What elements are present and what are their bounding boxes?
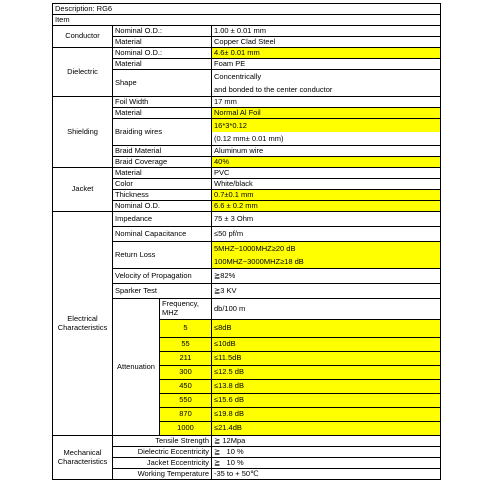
spec-value — [212, 48, 441, 59]
spec-label: Material — [113, 168, 212, 179]
spec-label: Braiding wires — [113, 119, 212, 146]
spec-value-line: ≤50 pf/m — [214, 229, 244, 238]
item-row — [53, 15, 441, 26]
spec-value — [212, 37, 441, 48]
spec-value-line: 16*3*0.12 — [212, 119, 440, 132]
spec-value — [212, 269, 441, 284]
attenuation-frequency: 300 — [160, 366, 212, 380]
spec-value-line: ≧82% — [214, 271, 236, 280]
spec-label: Dielectric Eccentricity — [113, 447, 212, 458]
attenuation-value: ≤21.4dB — [212, 422, 441, 436]
spec-value-line: Aluminum wire — [214, 146, 264, 155]
spec-value — [212, 227, 441, 242]
mechanical-row — [53, 436, 441, 447]
attenuation-frequency: 5 — [160, 320, 212, 338]
attenuation-frequency: 450 — [160, 380, 212, 394]
item-header: Item — [53, 15, 441, 26]
spec-value: ≧ 10 % — [212, 447, 441, 458]
spec-value — [212, 284, 441, 299]
spec-row — [53, 97, 441, 108]
attenuation-value: ≤12.5 dB — [212, 366, 441, 380]
spec-value: ≧ 10 % — [212, 458, 441, 469]
spec-label: Nominal O.D.: — [113, 26, 212, 37]
spec-row — [53, 48, 441, 59]
spec-value-line: Concentrically — [214, 72, 262, 81]
spec-value — [212, 179, 441, 190]
spec-label: Color — [113, 179, 212, 190]
spec-value — [212, 119, 441, 146]
section-label: Electrical Characteristics — [53, 212, 113, 436]
spec-row — [53, 168, 441, 179]
electrical-row — [53, 212, 441, 227]
spec-value — [212, 70, 441, 97]
spec-value — [212, 242, 441, 269]
spec-label: Sparker Test — [113, 284, 212, 299]
spec-label: Thickness — [113, 190, 212, 201]
spec-label: Jacket Eccentricity — [113, 458, 212, 469]
spec-value-line: 40% — [212, 157, 440, 167]
spec-value-line: 100MHZ~3000MHZ≥18 dB — [212, 255, 440, 268]
spec-value — [212, 26, 441, 37]
spec-row — [53, 26, 441, 37]
attenuation-frequency: 211 — [160, 352, 212, 366]
spec-value-line: White/black — [214, 179, 253, 188]
spec-label: Material — [113, 59, 212, 70]
attenuation-frequency: 550 — [160, 394, 212, 408]
spec-label: Nominal O.D.: — [113, 48, 212, 59]
attenuation-frequency: 1000 — [160, 422, 212, 436]
spec-label: Material — [113, 108, 212, 119]
attenuation-frequency: 55 — [160, 338, 212, 352]
spec-label: Velocity of Propagation — [113, 269, 212, 284]
spec-value-line: PVC — [214, 168, 230, 177]
description-cell: Description: RG6 — [53, 4, 441, 15]
attenuation-value: ≤10dB — [212, 338, 441, 352]
spec-value — [212, 201, 441, 212]
attenuation-label: Attenuation — [113, 299, 160, 436]
spec-value-line: and bonded to the center conductor — [214, 85, 333, 94]
attenuation-unit-header: db/100 m — [212, 299, 441, 320]
spec-value-line: Foam PE — [214, 59, 246, 68]
section-label: Conductor — [53, 26, 113, 48]
section-label: Shielding — [53, 97, 113, 168]
spec-value-line: 4.6± 0.01 mm — [212, 48, 440, 58]
spec-label: Braid Coverage — [113, 157, 212, 168]
spec-value: ≧ 12Mpa — [212, 436, 441, 447]
attenuation-frequency: 870 — [160, 408, 212, 422]
attenuation-value: ≤15.6 dB — [212, 394, 441, 408]
spec-value-line: 1.00 ± 0.01 mm — [214, 26, 267, 35]
spec-value — [212, 157, 441, 168]
section-label: Dielectric — [53, 48, 113, 97]
spec-value — [212, 168, 441, 179]
spec-label: Foil Width — [113, 97, 212, 108]
spec-label: Nominal Capacitance — [113, 227, 212, 242]
spec-label: Tensile Strength — [113, 436, 212, 447]
spec-value-line: 75 ± 3 Ohm — [214, 214, 254, 223]
attenuation-value: ≤13.8 dB — [212, 380, 441, 394]
section-label: Mechanical Characteristics — [53, 436, 113, 480]
spec-value — [212, 190, 441, 201]
spec-value — [212, 212, 441, 227]
spec-value-line: (0.12 mm± 0.01 mm) — [214, 134, 284, 143]
spec-label: Material — [113, 37, 212, 48]
spec-label: Shape — [113, 70, 212, 97]
spec-label: Braid Material — [113, 146, 212, 157]
spec-label: Impedance — [113, 212, 212, 227]
spec-value-line: 17 mm — [214, 97, 237, 106]
attenuation-value: ≤19.8 dB — [212, 408, 441, 422]
spec-value — [212, 59, 441, 70]
spec-value-line: 5MHZ~1000MHZ≥20 dB — [212, 242, 440, 255]
spec-label: Nominal O.D. — [113, 201, 212, 212]
spec-value — [212, 97, 441, 108]
description-row — [53, 4, 441, 15]
frequency-header: Frequency, MHZ — [160, 299, 212, 320]
section-label: Jacket — [53, 168, 113, 212]
spec-value-line: ≧3 KV — [214, 286, 237, 295]
attenuation-value: ≤8dB — [212, 320, 441, 338]
spec-label: Return Loss — [113, 242, 212, 269]
spec-value — [212, 146, 441, 157]
spec-value-line: 6.6 ± 0.2 mm — [212, 201, 440, 211]
spec-value-line: 0.7±0.1 mm — [212, 190, 440, 200]
spec-value-line: Copper Clad Steel — [214, 37, 276, 46]
spec-value: -35 to + 50℃ — [212, 469, 441, 480]
spec-value-line: Normal Al Foil — [212, 108, 440, 118]
spec-table — [52, 3, 441, 480]
spec-label: Working Temperature — [113, 469, 212, 480]
attenuation-value: ≤11.5dB — [212, 352, 441, 366]
spec-value — [212, 108, 441, 119]
